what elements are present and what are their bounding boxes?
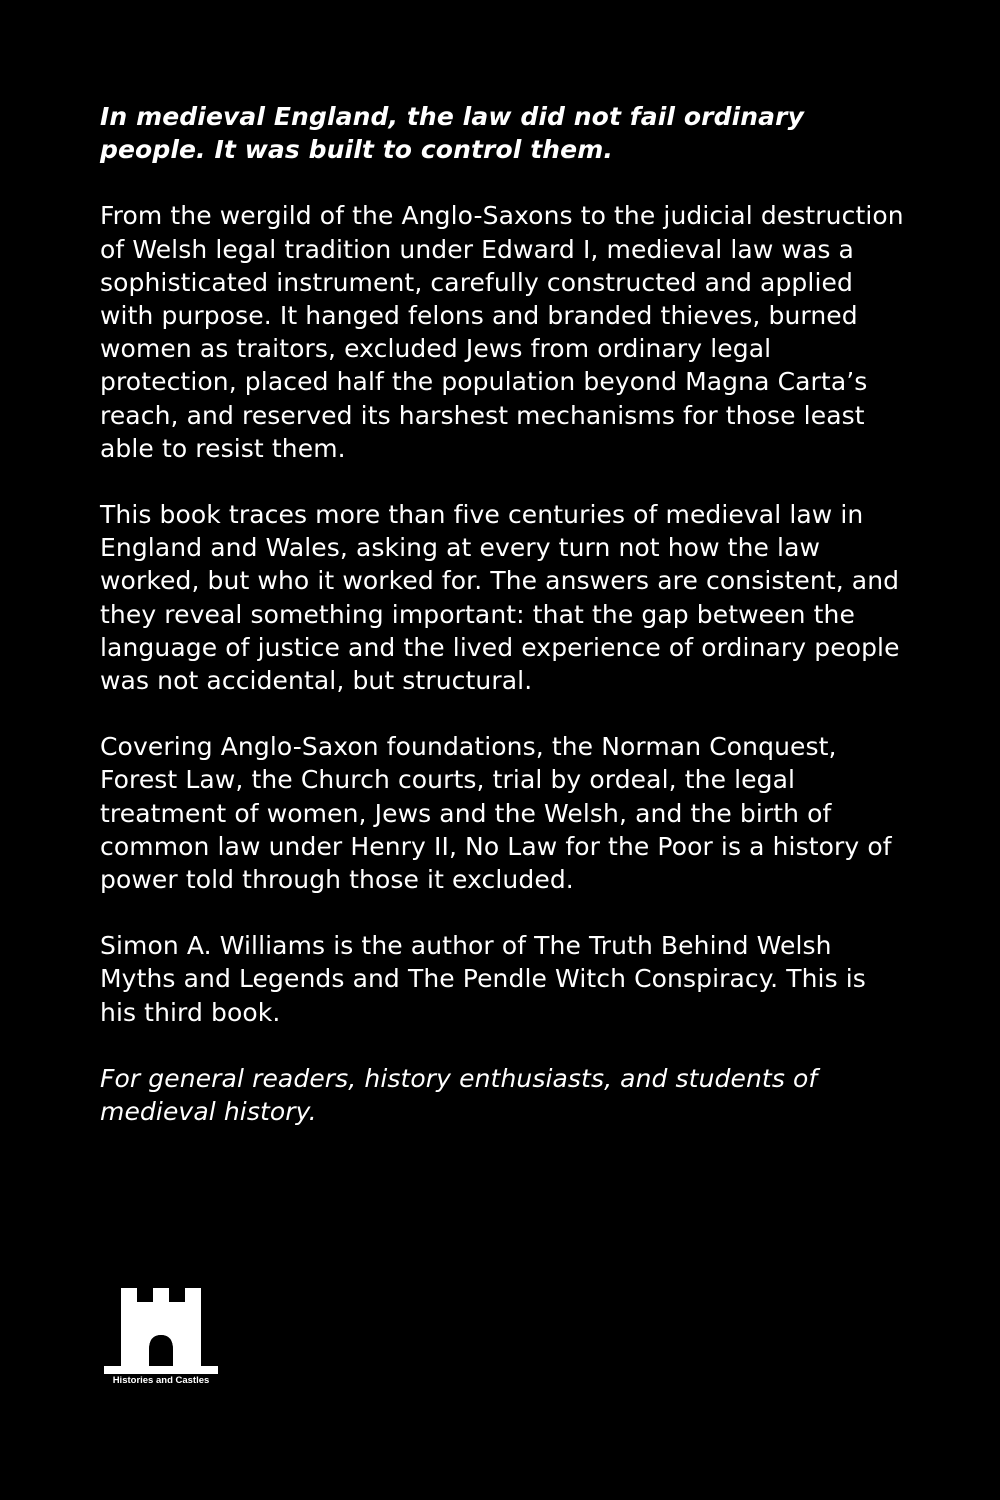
author-bio: Simon A. Williams is the author of The Truth Behind Welsh Myths and Legends and The Pendle Witch Conspiracy. This is his third book. [100, 931, 866, 1027]
back-cover-text [100, 100, 910, 1161]
publisher-name: Histories and Castles [112, 1375, 210, 1386]
lead-statement: In medieval England, the law did not fail ordinary people. It was built to control them. [100, 102, 804, 165]
audience-note: For general readers, history enthusiasts, and students of medieval history. [100, 1063, 818, 1127]
description-paragraph-2: This book traces more than five centuries of medieval law in England and Wales, asking at every turn not how the law worked, but who it worked for. The answers are consistent, and they reveal something important: that the gap between the language of justice and the lived experience of ordinary people was not accidental, but structural. [100, 500, 900, 696]
publisher-logo [104, 1288, 218, 1388]
castle-tower-icon [104, 1288, 218, 1374]
description-paragraph-1: From the wergild of the Anglo-Saxons to the judicial destruction of Welsh legal tradition under Edward I, medieval law was a sophisticated instrument, carefully constructed and applied with purpose. It hanged felons and branded thieves, burned women as traitors, excluded Jews from ordinary legal protection, placed half the population beyond Magna Carta’s reach, and reserved its harshest mechanisms for those least able to resist them. [100, 201, 904, 463]
description-paragraph-3: Covering Anglo-Saxon foundations, the Norman Conquest, Forest Law, the Church courts, trial by ordeal, the legal treatment of women, Jews and the Welsh, and the birth of common law under Henry II, No Law for the Poor is a history of power told through those it excluded. [100, 732, 892, 895]
